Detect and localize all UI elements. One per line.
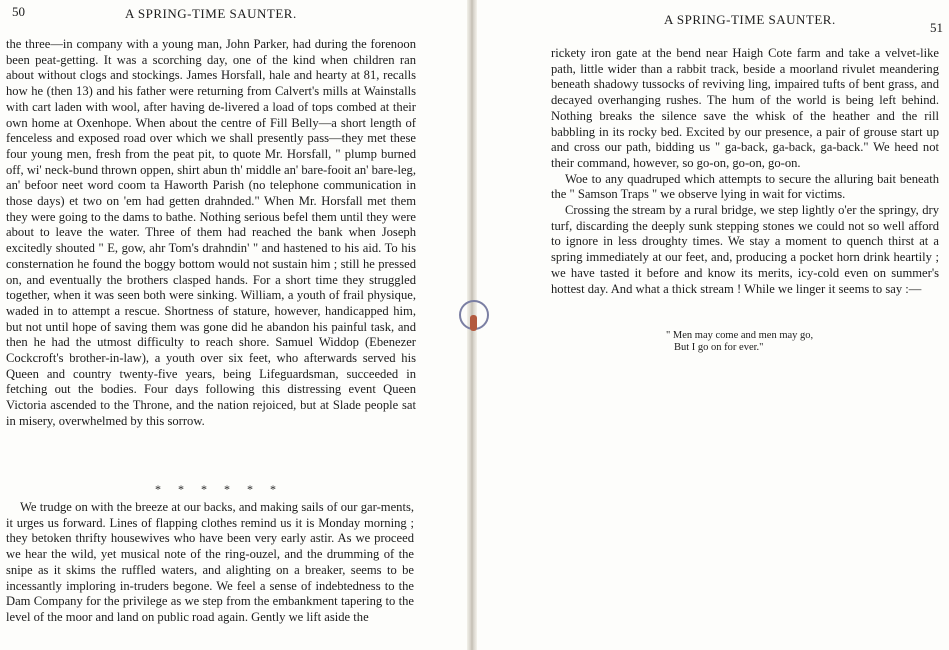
right-page <box>478 0 949 650</box>
running-head: A SPRING-TIME SAUNTER. <box>664 12 836 27</box>
quote-line: But I go on for ever." <box>674 342 764 353</box>
right-body <box>551 46 939 297</box>
paragraph: the three—in company with a young man, John Parker, had during the forenoon been peat-getting. It was a scorching day, one of the kind when children ran about without clogs and stockings. James Horsfall, hale and hearty at 81, recalls how he (then 13) and his father were returning from Calvert's mills at Wainstalls with cart laden with wool, after having de-livered a load of tops combed at their own home at Oxenhope. When about the centre of Fill Belly—a short length of fenceless and exposed road over which we shall presently pass—they met these four young men, fresh from the peat pit, to quote Mr. Horsfall, " plump burned off, wi' neck-bund thrown oppen, shirt abun th' middle an' bare-fooit an' bare-leg, an' befoor neet word coom ta Haworth Parish (no telephone communication in those days) et two on 'em had getten drahnded." When Mr. Horsfall met them they were going to the dams to bathe. Nothing serious befel them until they were about to leave the water. Three of them had reached the bank when Joseph excitedly shouted " E, gow, ahr Tom's drahndin' " and hastened to his aid. To his consternation he found the boggy bottom would not sustain him ; still he pressed on, and eventually the brothers clasped hands. For a short time they struggled together, when it was seen both were sinking. William, a youth of frail physique, waded in to attempt a rescue. Shortness of stature, however, handicapped him, but not until hope of saving them was gone did he abandon his painful task, and then he had the utmost difficulty to reach shore. Samuel Widdop (Ebenezer Cockcroft's brother-in-law), a youth over six feet, who afterwards served his Queen and country twenty-five years, being Lifeguardsman, succeeded in fetching out the bodies. Four days following this distressing event Queen Victoria ascended to the Throne, and the nation rejoiced, but at Slade people sat in misery, overwhelmed by this sorrow. <box>6 37 416 428</box>
verse-quote <box>666 330 813 354</box>
section-break: * * * * * * <box>155 482 283 496</box>
page-number: 50 <box>12 4 25 19</box>
running-head: A SPRING-TIME SAUNTER. <box>125 6 297 21</box>
quote-line: " Men may come and men may go, <box>666 330 814 341</box>
paragraph: We trudge on with the breeze at our backs, and making sails of our gar-ments, it urges us forward. Lines of flapping clothes remind us it is Monday morning ; they betoken thrifty housewives who have been very early astir. As we proceed we hear the wild, yet musical note of the ring-ouzel, and the drumming of the snipe as it skims the ruffled waters, and alighting on a breaker, seems to be incessantly imploring in-truders begone. We feel a sense of indebtedness to the Dam Company for the privilege as we step from the embankment tapering to the level of the moor and land on public road again. Gently we lift aside the <box>6 500 414 624</box>
paragraph: Crossing the stream by a rural bridge, we step lightly o'er the springy, dry turf, discarding the deeply sunk stepping stones we could not so well afford to ignore in less droughty times. We stay a moment to quench thirst at a spring immediately at our feet, and, producing a pocket horn drink heartily ; we have tasted it before and know its merits, icy-cold even on summer's hottest day. And what a thick stream ! While we linger it seems to say :— <box>551 203 939 296</box>
paragraph: Woe to any quadruped which attempts to secure the alluring bait beneath the " Samson Traps " we observe lying in wait for victims. <box>551 171 939 202</box>
left-page <box>0 0 470 650</box>
left-body-lower <box>6 500 414 626</box>
left-body-upper <box>6 37 416 430</box>
page-number: 51 <box>930 20 943 35</box>
paragraph: rickety iron gate at the bend near Haigh Cote farm and take a velvet-like path, little wider than a rabbit track, beside a moorland rivulet meandering beneath shadowy tussocks of reviving ling, impaired tufts of bent grass, and decayed overhanging rushes. The hum of the world is being left behind. Nothing breaks the silence save the whisk of the heather and the rill babbling in its rocky bed. Excited by our presence, a pair of grouse start up and cross our path, bidding us " ga-back, ga-back, ga-back." We heed not their command, however, so go-on, go-on, go-on. <box>551 46 939 170</box>
bookmark-marker-icon <box>470 315 477 331</box>
